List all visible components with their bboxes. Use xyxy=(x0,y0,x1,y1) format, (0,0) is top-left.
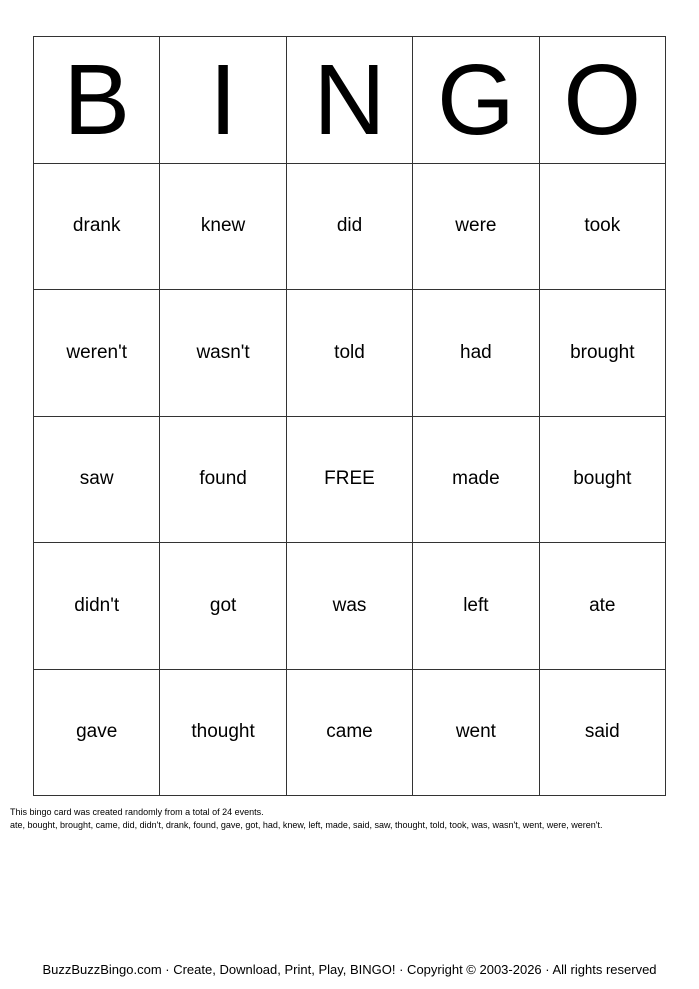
cell-word: brought xyxy=(570,341,635,363)
cell-word: knew xyxy=(200,215,246,237)
cell-word: came xyxy=(326,721,373,743)
header-letter: N xyxy=(313,43,386,156)
bingo-cell xyxy=(413,670,539,797)
cell-word: thought xyxy=(191,721,255,743)
header-letter: I xyxy=(209,43,237,156)
bingo-cell xyxy=(34,164,160,291)
cell-word: got xyxy=(209,594,237,616)
header-cell-b xyxy=(34,37,160,164)
header-cell-n xyxy=(287,37,413,164)
cell-word: had xyxy=(460,341,492,363)
card-info-summary: This bingo card was created randomly from a total of 24 events. xyxy=(10,807,264,817)
bingo-cell xyxy=(160,417,286,544)
bingo-cell xyxy=(287,543,413,670)
cell-word: ate xyxy=(589,594,616,616)
cell-word: went xyxy=(455,721,496,743)
cell-word: did xyxy=(336,215,363,237)
cell-word: wasn't xyxy=(196,341,250,363)
bingo-cell xyxy=(34,290,160,417)
footer-copyright: BuzzBuzzBingo.com · Create, Download, Print, Play, BINGO! · Copyright © 2003-2026 · All rights reserved xyxy=(42,962,657,977)
header-cell-o xyxy=(540,37,666,164)
cell-word: told xyxy=(334,341,365,363)
card-info xyxy=(10,806,690,832)
bingo-cell xyxy=(287,164,413,291)
cell-word: said xyxy=(584,721,620,743)
bingo-cell xyxy=(34,543,160,670)
cell-word: left xyxy=(463,594,489,616)
cell-word: drank xyxy=(72,215,121,237)
cell-word: gave xyxy=(76,721,118,743)
bingo-cell xyxy=(540,290,666,417)
bingo-cell xyxy=(160,164,286,291)
bingo-cell xyxy=(160,290,286,417)
cell-word: bought xyxy=(573,468,632,490)
header-letter: B xyxy=(63,43,131,156)
bingo-card xyxy=(33,36,666,796)
bingo-cell xyxy=(413,417,539,544)
bingo-cell xyxy=(34,670,160,797)
bingo-cell xyxy=(413,164,539,291)
header-letter: G xyxy=(436,43,515,156)
cell-word: saw xyxy=(79,468,114,490)
bingo-cell xyxy=(34,417,160,544)
bingo-cell xyxy=(287,290,413,417)
bingo-cell xyxy=(413,543,539,670)
bingo-cell xyxy=(160,670,286,797)
bingo-cell xyxy=(540,417,666,544)
cell-word: took xyxy=(584,215,621,237)
cell-word: was xyxy=(332,594,367,616)
free-space-label: FREE xyxy=(324,468,375,490)
cell-word: found xyxy=(199,468,247,490)
cell-word: made xyxy=(452,468,500,490)
cell-word: weren't xyxy=(66,341,128,363)
bingo-cell xyxy=(540,543,666,670)
card-info-word-list: ate, bought, brought, came, did, didn't, drank, found, gave, got, had, knew, left, made, said, saw, thought, told, took, was, wasn't, went, were, weren't. xyxy=(10,820,603,830)
cell-word: were xyxy=(455,215,497,237)
header-cell-g xyxy=(413,37,539,164)
bingo-cell xyxy=(287,670,413,797)
free-space-cell xyxy=(287,417,413,544)
cell-word: didn't xyxy=(74,594,120,616)
bingo-cell xyxy=(540,164,666,291)
bingo-cell xyxy=(540,670,666,797)
header-cell-i xyxy=(160,37,286,164)
bingo-cell xyxy=(413,290,539,417)
bingo-cell xyxy=(160,543,286,670)
header-letter: O xyxy=(563,43,642,156)
